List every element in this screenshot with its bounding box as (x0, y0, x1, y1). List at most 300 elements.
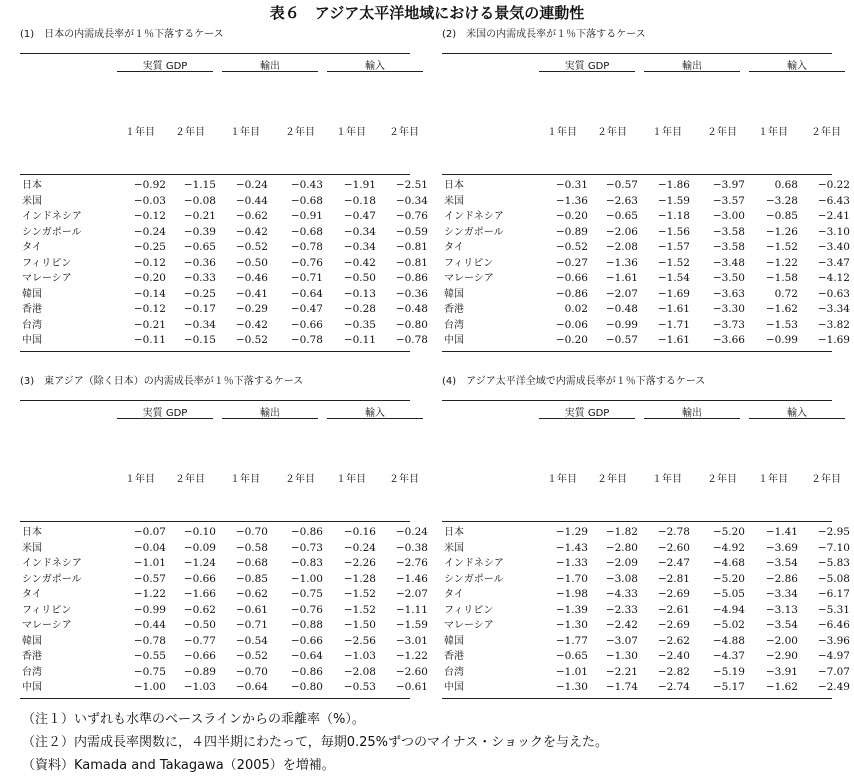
row-label: 台湾 (444, 666, 464, 678)
column-group-header: 輸入 (787, 61, 807, 72)
row-label: 韓国 (22, 288, 42, 300)
value-cell: −0.81 (395, 241, 428, 253)
table-row (442, 333, 850, 349)
value-cell: −2.41 (817, 210, 850, 222)
value-cell: −0.99 (765, 334, 798, 346)
row-label: 韓国 (444, 288, 464, 300)
value-cell: −0.61 (235, 603, 268, 616)
table-row (20, 680, 428, 696)
value-cell: −2.61 (657, 603, 690, 616)
value-cell: −4.97 (817, 650, 850, 662)
value-cell: −0.86 (395, 272, 428, 284)
row-label: 米国 (444, 195, 464, 207)
table-top-rule (442, 400, 832, 401)
value-cell: −0.36 (395, 287, 428, 300)
value-cell: −3.54 (765, 557, 798, 569)
footnote-1: （注１）いずれも水準のベースラインからの乖離率（%）。 (22, 712, 365, 727)
table-row (20, 587, 428, 603)
value-cell: −0.68 (290, 194, 323, 207)
row-label: シンガポール (444, 226, 504, 238)
value-cell: −1.58 (765, 272, 798, 284)
value-cell: −1.28 (343, 572, 376, 585)
table-row (20, 271, 428, 287)
value-cell: −0.28 (343, 303, 376, 315)
row-label: フィリピン (444, 257, 494, 269)
value-cell: −0.29 (235, 303, 268, 315)
value-cell: −0.04 (133, 541, 166, 554)
value-cell: −2.47 (657, 557, 690, 569)
column-group-header: 輸出 (682, 408, 702, 419)
value-cell: −5.08 (817, 572, 850, 585)
value-cell: −0.66 (183, 572, 216, 585)
row-label: 香港 (22, 651, 42, 662)
table-row (20, 333, 428, 349)
panel-2 (442, 26, 850, 356)
value-cell: −2.62 (657, 634, 690, 647)
table-row (442, 178, 850, 194)
value-cell: −2.69 (657, 619, 690, 631)
year-column-header: ２年目 (285, 474, 315, 485)
value-cell: −0.11 (133, 334, 166, 346)
table-row (442, 271, 850, 287)
value-cell: −0.58 (235, 541, 268, 554)
value-cell: −1.71 (657, 318, 690, 331)
value-cell: −3.34 (765, 588, 798, 600)
value-cell: −0.59 (395, 225, 428, 238)
column-group-header: 実質 GDP (142, 408, 188, 419)
value-cell: −0.42 (235, 318, 268, 331)
value-cell: −2.60 (395, 665, 428, 678)
value-cell: −3.13 (765, 603, 798, 616)
value-cell: −0.53 (343, 681, 376, 693)
value-cell: 0.02 (564, 303, 588, 315)
value-cell: −0.63 (817, 287, 850, 300)
value-cell: −3.48 (712, 256, 745, 269)
row-label: タイ (22, 242, 42, 253)
value-cell: −1.77 (555, 634, 588, 647)
value-cell: −0.66 (290, 634, 323, 647)
value-cell: −0.68 (235, 557, 268, 569)
value-cell: −0.34 (395, 194, 428, 207)
row-label: インドネシア (22, 558, 82, 569)
value-cell: −0.71 (235, 619, 268, 631)
value-cell: −1.61 (657, 303, 690, 315)
column-group-rule (327, 418, 423, 419)
value-cell: −3.30 (712, 303, 745, 315)
table-row (442, 287, 850, 303)
row-label: 米国 (22, 195, 42, 207)
value-cell: −1.57 (657, 241, 690, 253)
table-row (442, 680, 850, 696)
table-row (20, 256, 428, 272)
table-row (20, 194, 428, 210)
value-cell: −6.46 (817, 619, 850, 631)
table-bottom-rule (20, 351, 410, 352)
value-cell: −1.43 (555, 541, 588, 554)
value-cell: −2.49 (817, 681, 850, 693)
value-cell: −0.16 (343, 526, 376, 538)
column-group-header: 輸出 (260, 61, 280, 72)
table-title: 表６ アジア太平洋地域における景気の連動性 (269, 4, 585, 22)
value-cell: −1.98 (555, 588, 588, 600)
value-cell: −0.99 (605, 318, 638, 331)
row-label: 米国 (444, 542, 464, 554)
row-label: 中国 (22, 682, 42, 693)
row-label: 香港 (22, 304, 42, 315)
table-row (442, 302, 850, 318)
column-group-rule (117, 418, 213, 419)
column-group-header: 輸入 (787, 408, 807, 419)
value-cell: −0.14 (133, 287, 166, 300)
value-cell: −0.80 (290, 681, 323, 693)
value-cell: −4.12 (817, 272, 850, 284)
header-bottom-rule (442, 174, 832, 175)
value-cell: −0.15 (183, 334, 216, 346)
value-cell: −0.70 (235, 526, 268, 538)
year-column-header: ２年目 (811, 474, 841, 485)
value-cell: −0.20 (133, 272, 166, 284)
column-group-header: 輸入 (365, 408, 385, 419)
value-cell: −2.80 (605, 541, 638, 554)
table-row (20, 287, 428, 303)
row-label: 日本 (22, 180, 42, 191)
value-cell: −2.90 (765, 650, 798, 662)
value-cell: −1.86 (657, 179, 690, 191)
value-cell: −1.52 (657, 256, 690, 269)
value-cell: −1.54 (657, 272, 690, 284)
value-cell: −0.85 (235, 572, 268, 585)
value-cell: −2.81 (657, 572, 690, 585)
column-group-rule (749, 71, 845, 72)
value-cell: −1.26 (765, 225, 798, 238)
column-group-rule (327, 71, 423, 72)
value-cell: −1.39 (555, 603, 588, 616)
header-bottom-rule (20, 174, 410, 175)
value-cell: −3.57 (712, 194, 745, 207)
value-cell: −0.78 (290, 241, 323, 253)
table-row (20, 302, 428, 318)
value-cell: −3.28 (765, 194, 798, 207)
table-body (20, 178, 428, 349)
table-top-rule (442, 53, 832, 54)
row-label: シンガポール (444, 573, 504, 585)
row-label: 台湾 (444, 319, 464, 331)
table-row (20, 225, 428, 241)
value-cell: −2.06 (605, 225, 638, 238)
table-row (442, 240, 850, 256)
value-cell: −0.08 (183, 194, 216, 207)
year-column-header: ２年目 (389, 127, 419, 138)
row-label: フィリピン (444, 604, 494, 616)
value-cell: −7.07 (817, 665, 850, 678)
value-cell: −0.25 (133, 241, 166, 253)
value-cell: −0.06 (555, 318, 588, 331)
value-cell: −7.10 (817, 541, 850, 554)
value-cell: −2.26 (343, 557, 376, 569)
value-cell: −3.08 (605, 572, 638, 585)
value-cell: −0.88 (290, 619, 323, 631)
value-cell: −1.01 (133, 557, 166, 569)
value-cell: −0.76 (290, 603, 323, 616)
panel-title: (3) 東アジア（除く日本）の内需成長率が１％下落するケース (20, 376, 304, 387)
value-cell: −4.33 (605, 588, 638, 600)
value-cell: −0.89 (555, 225, 588, 238)
value-cell: −1.22 (765, 256, 798, 269)
table-bottom-rule (442, 698, 832, 699)
value-cell: −0.24 (235, 179, 268, 191)
row-label: フィリピン (22, 257, 72, 269)
value-cell: −0.39 (183, 225, 216, 238)
value-cell: −5.20 (712, 572, 745, 585)
table-row (20, 318, 428, 334)
value-cell: −2.60 (657, 541, 690, 554)
row-label: インドネシア (444, 558, 504, 569)
value-cell: −0.75 (133, 665, 166, 678)
value-cell: −0.73 (290, 541, 323, 554)
value-cell: −0.12 (133, 210, 166, 222)
year-column-header: １年目 (125, 474, 155, 485)
column-group-rule (644, 418, 740, 419)
value-cell: −2.82 (657, 665, 690, 678)
column-group-header: 実質 GDP (564, 61, 610, 72)
value-cell: −2.42 (605, 619, 638, 631)
value-cell: −1.00 (290, 572, 323, 585)
table-row (442, 572, 850, 588)
value-cell: −1.52 (343, 603, 376, 616)
value-cell: −1.69 (817, 334, 850, 346)
value-cell: −0.57 (605, 334, 638, 346)
value-cell: −0.33 (183, 272, 216, 284)
table-row (442, 194, 850, 210)
value-cell: 0.72 (774, 287, 798, 300)
value-cell: −1.22 (133, 588, 166, 600)
value-cell: −2.08 (605, 241, 638, 253)
value-cell: −4.92 (712, 541, 745, 554)
value-cell: −1.52 (343, 588, 376, 600)
value-cell: −3.91 (765, 665, 798, 678)
value-cell: −0.86 (555, 287, 588, 300)
value-cell: −0.41 (235, 287, 268, 300)
table-row (442, 634, 850, 650)
value-cell: −1.66 (183, 588, 216, 600)
footnote-3: （資料）Kamada and Takagawa（2005）を増補。 (22, 758, 335, 773)
table-row (20, 603, 428, 619)
column-group-header: 輸入 (365, 61, 385, 72)
value-cell: −0.65 (605, 210, 638, 222)
value-cell: −1.30 (555, 619, 588, 631)
value-cell: −0.44 (133, 619, 166, 631)
value-cell: −1.22 (395, 650, 428, 662)
value-cell: 0.68 (774, 179, 798, 191)
row-label: 中国 (22, 335, 42, 346)
column-group-rule (749, 418, 845, 419)
row-label: マレーシア (22, 620, 72, 631)
value-cell: −0.83 (290, 557, 323, 569)
value-cell: −5.05 (712, 588, 745, 600)
value-cell: −0.31 (555, 179, 588, 191)
value-cell: −4.68 (712, 557, 745, 569)
value-cell: −5.83 (817, 557, 850, 569)
value-cell: −3.96 (817, 634, 850, 647)
value-cell: −6.17 (817, 588, 850, 600)
value-cell: −1.36 (555, 194, 588, 207)
table-row (442, 587, 850, 603)
value-cell: −1.61 (657, 334, 690, 346)
year-column-header: ２年目 (389, 474, 419, 485)
panel-title: (1) 日本の内需成長率が１％下落するケース (20, 29, 224, 40)
value-cell: −1.52 (765, 241, 798, 253)
value-cell: −3.58 (712, 225, 745, 238)
value-cell: −0.07 (133, 526, 166, 538)
table-top-rule (20, 53, 410, 54)
value-cell: −0.34 (183, 318, 216, 331)
value-cell: −1.30 (605, 650, 638, 662)
column-group-rule (222, 71, 318, 72)
column-group-rule (539, 418, 635, 419)
value-cell: −3.69 (765, 541, 798, 554)
year-column-header: ２年目 (707, 474, 737, 485)
value-cell: −0.47 (290, 303, 323, 315)
value-cell: −0.64 (290, 287, 323, 300)
value-cell: −0.52 (235, 241, 268, 253)
year-column-header: ２年目 (597, 474, 627, 485)
row-label: 台湾 (22, 319, 42, 331)
year-column-header: ２年目 (285, 127, 315, 138)
value-cell: −1.41 (765, 526, 798, 538)
value-cell: −1.62 (765, 681, 798, 693)
value-cell: −0.17 (183, 303, 216, 315)
value-cell: −5.02 (712, 619, 745, 631)
table-bottom-rule (442, 351, 832, 352)
value-cell: −1.50 (343, 619, 376, 631)
value-cell: −1.82 (605, 526, 638, 538)
year-column-header: １年目 (125, 127, 155, 138)
value-cell: −0.48 (395, 303, 428, 315)
value-cell: −2.78 (657, 526, 690, 538)
value-cell: −0.62 (235, 210, 268, 222)
table-top-rule (20, 400, 410, 401)
table-row (20, 556, 428, 572)
row-label: タイ (444, 242, 464, 253)
row-label: タイ (22, 589, 42, 600)
table-row (20, 572, 428, 588)
table-row (20, 541, 428, 557)
year-column-header: １年目 (758, 127, 788, 138)
value-cell: −0.21 (133, 318, 166, 331)
value-cell: −3.40 (817, 241, 850, 253)
row-label: 韓国 (444, 635, 464, 647)
row-label: 韓国 (22, 635, 42, 647)
value-cell: −3.63 (712, 287, 745, 300)
value-cell: −1.91 (343, 179, 376, 191)
value-cell: −2.08 (343, 665, 376, 678)
value-cell: −0.43 (290, 179, 323, 191)
value-cell: −5.19 (712, 665, 745, 678)
table-row (442, 541, 850, 557)
row-label: 日本 (22, 527, 42, 538)
value-cell: −4.37 (712, 650, 745, 662)
value-cell: −0.20 (555, 210, 588, 222)
row-label: 日本 (444, 180, 464, 191)
row-label: タイ (444, 589, 464, 600)
value-cell: −0.86 (290, 526, 323, 538)
row-label: インドネシア (444, 211, 504, 222)
value-cell: −0.34 (343, 241, 376, 253)
table-row (442, 556, 850, 572)
value-cell: −1.69 (657, 287, 690, 300)
value-cell: −2.76 (395, 557, 428, 569)
value-cell: −0.11 (343, 334, 376, 346)
value-cell: −0.52 (555, 241, 588, 253)
value-cell: −3.97 (712, 179, 745, 191)
column-group-rule (222, 418, 318, 419)
value-cell: −0.75 (290, 588, 323, 600)
row-label: 中国 (444, 335, 464, 346)
value-cell: −3.50 (712, 272, 745, 284)
value-cell: −0.22 (817, 179, 850, 191)
year-column-header: １年目 (336, 127, 366, 138)
value-cell: −2.51 (395, 179, 428, 191)
year-column-header: １年目 (758, 474, 788, 485)
value-cell: −3.10 (817, 225, 850, 238)
value-cell: −0.44 (235, 194, 268, 207)
value-cell: −0.99 (133, 603, 166, 616)
year-column-header: １年目 (230, 127, 260, 138)
value-cell: −0.91 (290, 210, 323, 222)
value-cell: −0.20 (555, 334, 588, 346)
value-cell: −0.54 (235, 634, 268, 647)
value-cell: −2.40 (657, 650, 690, 662)
value-cell: −0.78 (290, 334, 323, 346)
header-bottom-rule (442, 521, 832, 522)
footnotes (22, 708, 608, 777)
row-label: 米国 (22, 542, 42, 554)
value-cell: −3.82 (817, 318, 850, 331)
value-cell: −1.70 (555, 572, 588, 585)
column-group-rule (117, 71, 213, 72)
value-cell: −0.52 (235, 334, 268, 346)
value-cell: −0.36 (183, 256, 216, 269)
table-bottom-rule (20, 698, 410, 699)
value-cell: −0.03 (133, 194, 166, 207)
value-cell: −0.76 (290, 256, 323, 269)
value-cell: −2.74 (657, 681, 690, 693)
value-cell: −0.89 (183, 665, 216, 678)
value-cell: −0.47 (343, 210, 376, 222)
table-row (442, 603, 850, 619)
table-row (442, 318, 850, 334)
value-cell: −0.62 (235, 588, 268, 600)
row-label: 台湾 (22, 666, 42, 678)
year-column-header: １年目 (336, 474, 366, 485)
value-cell: −0.42 (343, 256, 376, 269)
value-cell: −3.34 (817, 303, 850, 315)
table-row (20, 240, 428, 256)
value-cell: −6.43 (817, 194, 850, 207)
value-cell: −0.24 (133, 225, 166, 238)
value-cell: −0.48 (605, 303, 638, 315)
value-cell: −0.61 (395, 681, 428, 693)
value-cell: −1.15 (183, 179, 216, 191)
value-cell: −0.50 (343, 272, 376, 284)
value-cell: −0.18 (343, 194, 376, 207)
value-cell: −0.68 (290, 225, 323, 238)
column-group-header: 実質 GDP (142, 61, 188, 72)
value-cell: −3.73 (712, 318, 745, 331)
value-cell: −0.71 (290, 272, 323, 284)
year-column-header: １年目 (652, 474, 682, 485)
value-cell: −0.66 (290, 318, 323, 331)
